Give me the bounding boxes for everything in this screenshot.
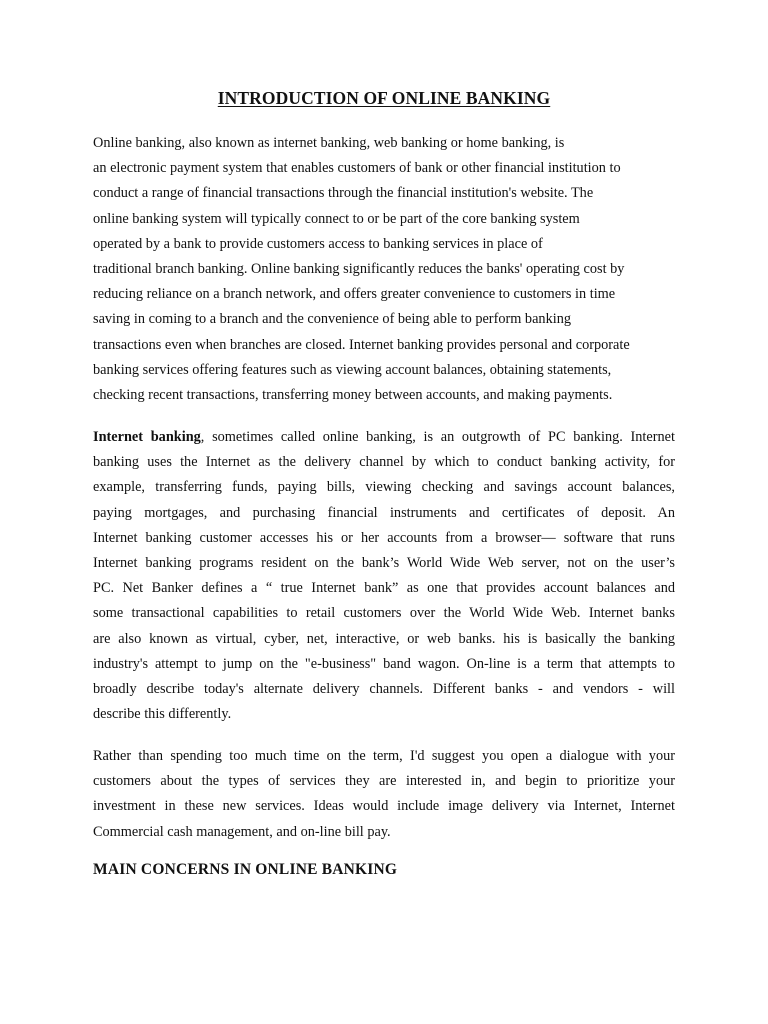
paragraph-line: saving in coming to a branch and the convenience of being able to perform banking (93, 311, 571, 328)
paragraph-line: Internet banking programs resident on the bank’s World Wide Web server, not on the user’s (93, 554, 675, 571)
paragraph-line: traditional branch banking. Online banking significantly reduces the banks' operating cost by (93, 260, 625, 277)
paragraph-line: are also known as virtual, cyber, net, interactive, or web banks. his is basically the banking (93, 630, 675, 647)
paragraph-line: customers about the types of services they are interested in, and begin to prioritize your (93, 773, 675, 790)
paragraph-line: Commercial cash management, and on-line bill pay. (93, 823, 391, 840)
paragraph-line: Rather than spending too much time on the term, I'd suggest you open a dialogue with your (93, 748, 675, 764)
paragraph-line: operated by a bank to provide customers access to banking services in place of (93, 235, 543, 252)
paragraph-line: investment in these new services. Ideas would include image delivery via Internet, Internet (93, 798, 675, 815)
paragraph-line: online banking system will typically connect to or be part of the core banking system (93, 210, 580, 227)
paragraph-line: transactions even when branches are closed. Internet banking provides personal and corporate (93, 336, 630, 353)
paragraph-line: broadly describe today's alternate delivery channels. Different banks - and vendors - will (93, 680, 675, 697)
paragraph-line: banking services offering features such as viewing account balances, obtaining statements, (93, 361, 612, 378)
paragraph-line: some transactional capabilities to retail customers over the World Wide Web. Internet banks (93, 605, 675, 622)
bold-term: Internet banking (93, 429, 201, 445)
paragraph-introduction (93, 131, 675, 408)
paragraph-line: checking recent transactions, transferring money between accounts, and making payments. (93, 386, 613, 403)
paragraph-line: industry's attempt to jump on the "e-business" band wagon. On-line is a term that attempts to (93, 655, 675, 672)
paragraph-line: example, transferring funds, paying bills, viewing checking and savings account balances, (93, 479, 675, 496)
paragraph-line: banking uses the Internet as the delivery channel by which to conduct banking activity, for (93, 454, 675, 471)
paragraph-internet-banking (93, 425, 675, 727)
paragraph-line: describe this differently. (93, 706, 232, 723)
paragraph-line: reducing reliance on a branch network, and offers greater convenience to customers in time (93, 286, 616, 303)
paragraph-line: conduct a range of financial transactions through the financial institution's website. The (93, 185, 594, 202)
paragraph-line: paying mortgages, and purchasing financial instruments and certificates of deposit. An (93, 504, 675, 521)
first-line-text: , sometimes called online banking, is an outgrowth of PC banking. Internet (200, 429, 675, 445)
paragraph-line (93, 425, 675, 450)
paragraph-line: PC. Net Banker defines a “ true Internet bank” as one that provides account balances and (93, 580, 675, 597)
paragraph-line: an electronic payment system that enables customers of bank or other financial institution to (93, 160, 621, 177)
section-heading: MAIN CONCERNS IN ONLINE BANKING (93, 861, 398, 878)
document-title: INTRODUCTION OF ONLINE BANKING (217, 88, 551, 108)
paragraph-recommendation (93, 744, 675, 845)
paragraph-line: Internet banking customer accesses his or her accounts from a browser— software that runs (93, 529, 675, 546)
paragraph-line: Online banking, also known as internet banking, web banking or home banking, is (93, 135, 565, 151)
